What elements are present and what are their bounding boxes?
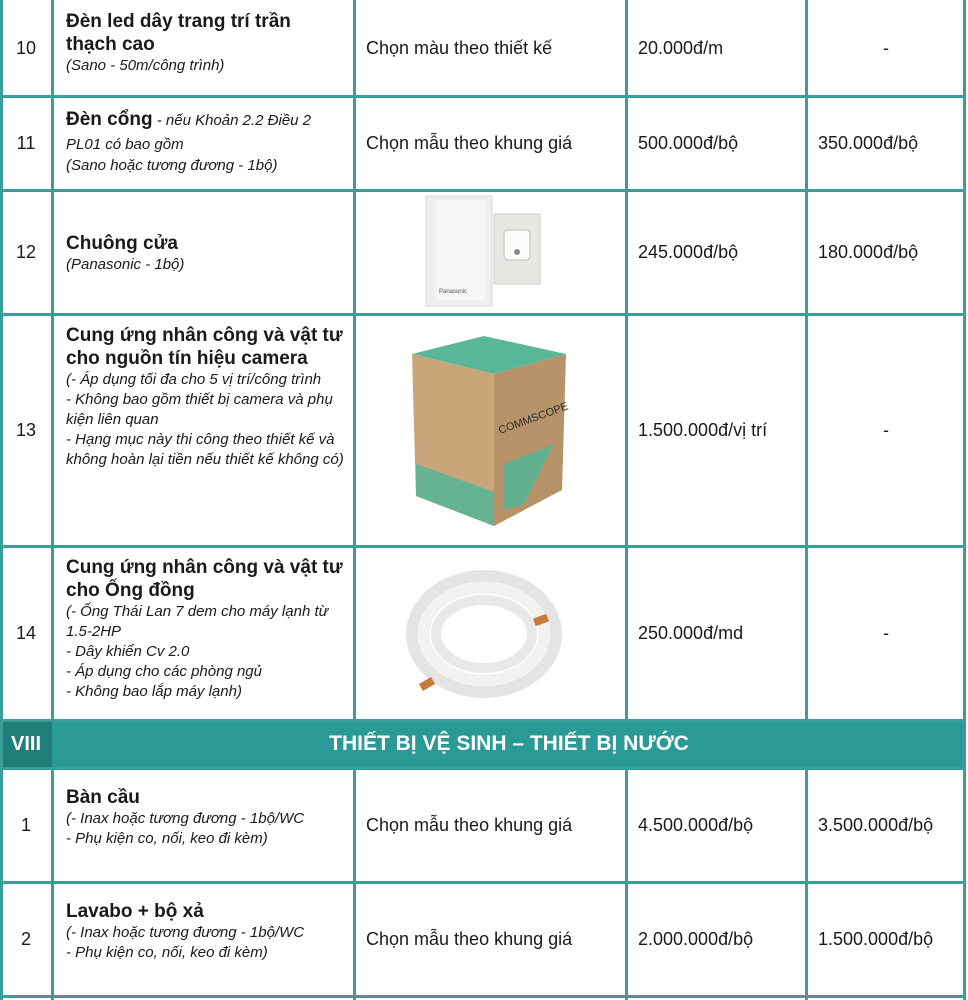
grid-line — [0, 719, 966, 722]
item-note: - Không bao gồm thiết bị camera và phụ kiện liên quan — [66, 391, 333, 428]
row-number: 10 — [15, 37, 37, 58]
grid-line — [51, 0, 54, 720]
grid-line — [805, 0, 808, 720]
item-title: Chuông cửa — [66, 233, 178, 254]
item-note: (Sano - 50m/công trình) — [66, 57, 225, 74]
item-note: (- Inax hoặc tương đương - 1bộ/WC — [66, 924, 305, 941]
item-title: Lavabo + bộ xả — [66, 901, 204, 922]
item-note: (- Inax hoặc tương đương - 1bộ/WC — [66, 810, 305, 827]
item-choice: Chọn mẫu theo khung giá — [366, 928, 573, 949]
item-price-alt: - — [883, 37, 889, 58]
item-price: 245.000đ/bộ — [638, 241, 739, 262]
item-note: (- Áp dụng tối đa cho 5 vị trí/công trình — [66, 371, 322, 388]
section-number: VIII — [0, 720, 52, 768]
item-title: Cung ứng nhân công và vật tư cho Ống đồng — [66, 557, 343, 601]
cable-box-brand: COMMSCOPE — [496, 400, 570, 437]
item-description — [52, 0, 354, 96]
cable-box-image — [354, 314, 626, 546]
grid-line — [51, 768, 54, 1000]
item-note: - Không bao lắp máy lạnh) — [66, 683, 242, 700]
item-note: - Phụ kiện co, nối, keo đi kèm) — [66, 830, 268, 847]
grid-line — [0, 545, 966, 548]
item-title: Đèn led dây trang trí trần thạch cao — [66, 11, 291, 55]
item-note: - Hạng mục này thi công theo thiết kế và không hoàn lại tiền nếu thiết kế không có) — [66, 431, 344, 468]
row-number: 2 — [20, 928, 31, 949]
item-price-alt: - — [883, 622, 889, 643]
item-price: 20.000đ/m — [638, 37, 724, 58]
table-row — [0, 882, 966, 996]
item-price: 2.000.000đ/bộ — [638, 928, 754, 949]
item-title: Cung ứng nhân công và vật tư cho nguồn tín hiệu camera — [66, 325, 343, 369]
item-price: 500.000đ/bộ — [638, 132, 739, 153]
copper-pipe-image — [354, 546, 626, 720]
item-price-alt: 3.500.000đ/bộ — [818, 814, 934, 835]
row-number: 13 — [15, 419, 37, 440]
grid-line — [0, 313, 966, 316]
item-note: - Dây khiển Cv 2.0 — [66, 643, 190, 660]
row-number: 11 — [16, 132, 36, 153]
item-description — [52, 882, 354, 996]
item-price-alt: - — [883, 419, 889, 440]
section-header — [0, 720, 966, 768]
grid-line — [353, 768, 356, 1000]
grid-line — [963, 0, 966, 1000]
grid-line — [0, 0, 3, 1000]
grid-line — [353, 0, 356, 720]
item-note: - Áp dụng cho các phòng ngủ — [66, 663, 262, 680]
doorbell-brand: Panasonic — [439, 289, 468, 295]
table-row — [0, 190, 966, 314]
item-title: Bàn cầu — [66, 787, 140, 808]
grid-line — [0, 189, 966, 192]
table-row — [0, 0, 966, 96]
item-choice: Chọn mẫu theo khung giá — [366, 814, 573, 835]
item-description — [52, 96, 354, 190]
item-choice: Chọn màu theo thiết kế — [366, 37, 553, 58]
row-number: 1 — [20, 814, 31, 835]
grid-line — [0, 95, 966, 98]
item-description — [52, 768, 354, 882]
grid-line — [625, 768, 628, 1000]
table-row — [0, 546, 966, 720]
section-title: THIẾT BỊ VỆ SINH – THIẾT BỊ NƯỚC — [329, 732, 689, 755]
grid-line — [0, 767, 966, 770]
item-price: 250.000đ/md — [638, 622, 744, 643]
grid-line — [0, 995, 966, 998]
item-title-note: - nếu Khoản 2.2 Điều 2 PL01 có bao gồm — [66, 112, 312, 153]
table-row — [0, 768, 966, 882]
item-description — [52, 314, 354, 546]
table-row — [0, 96, 966, 190]
item-description — [52, 190, 354, 314]
item-price: 1.500.000đ/vị trí — [638, 419, 768, 440]
row-number: 14 — [15, 622, 37, 643]
item-note: - Phụ kiện co, nối, keo đi kèm) — [66, 944, 268, 961]
item-choice: Chọn mẫu theo khung giá — [366, 132, 573, 153]
grid-line — [625, 0, 628, 720]
item-title: Đèn cổng — [66, 109, 153, 130]
item-price-alt: 180.000đ/bộ — [818, 241, 919, 262]
item-price: 4.500.000đ/bộ — [638, 814, 754, 835]
grid-line — [805, 768, 808, 1000]
item-note: (Panasonic - 1bộ) — [66, 256, 185, 273]
item-note: (Sano hoặc tương đương - 1bộ) — [66, 157, 278, 174]
item-note: (- Ống Thái Lan 7 dem cho máy lạnh từ 1.5-2HP — [66, 603, 329, 640]
item-price-alt: 350.000đ/bộ — [818, 132, 919, 153]
item-price-alt: 1.500.000đ/bộ — [818, 928, 934, 949]
item-description — [52, 546, 354, 720]
row-number: 12 — [15, 241, 37, 262]
grid-line — [0, 881, 966, 884]
table-row — [0, 314, 966, 546]
doorbell-image — [354, 190, 626, 314]
